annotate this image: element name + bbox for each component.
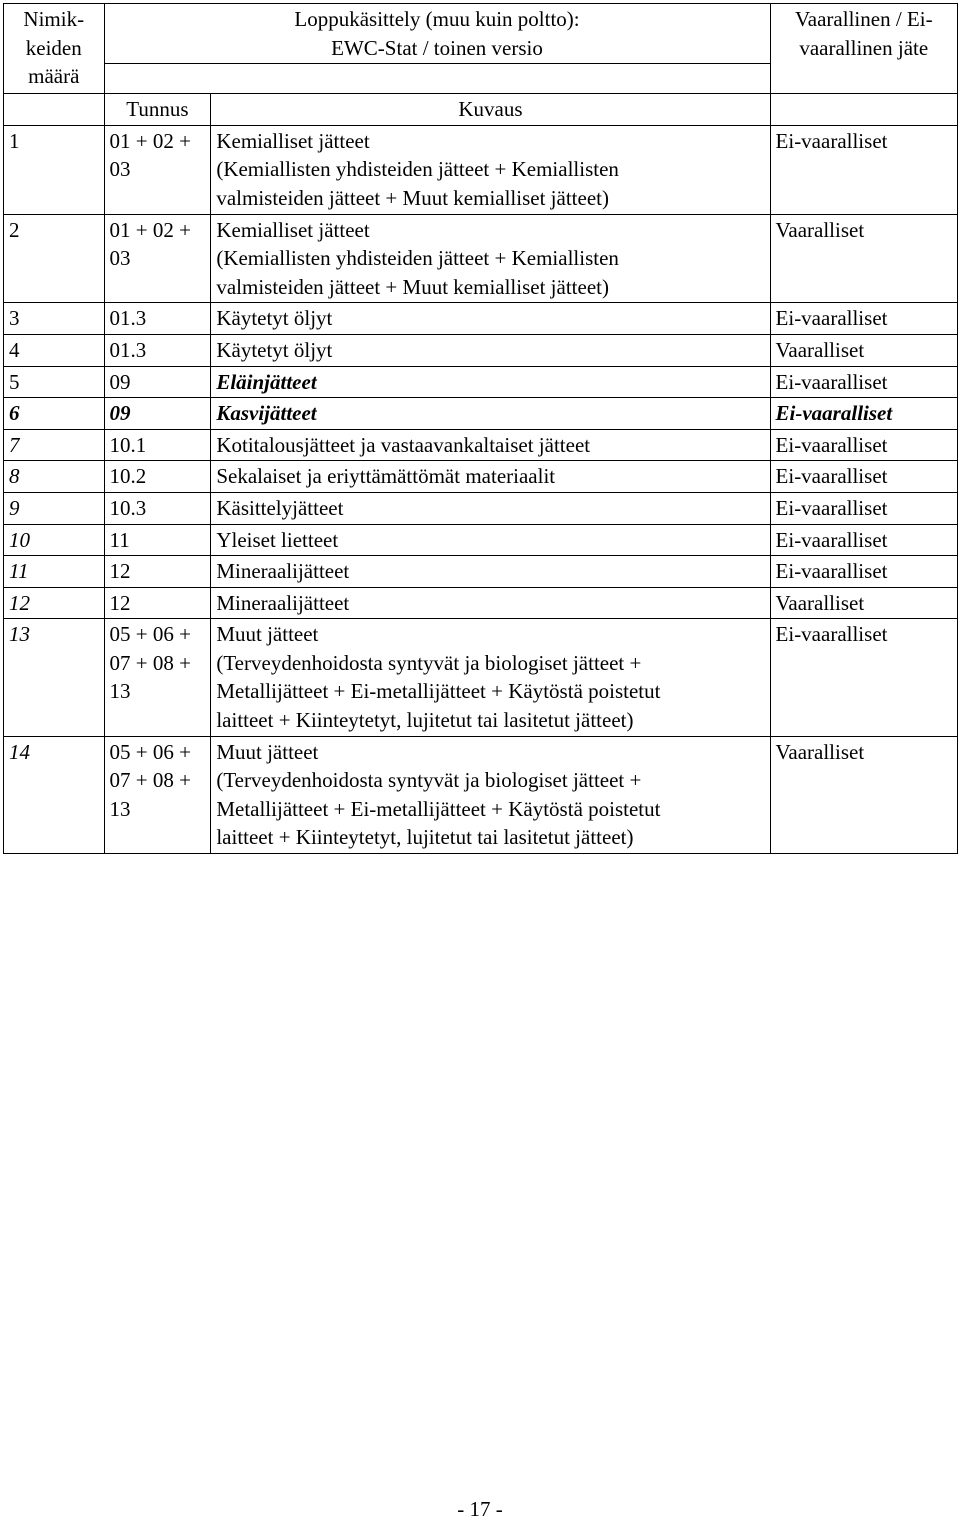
row-code-line: 01 + 02 + bbox=[109, 128, 191, 153]
row-number-cell bbox=[4, 492, 105, 524]
row-code-cell bbox=[104, 587, 211, 619]
row-description-cell bbox=[211, 587, 770, 619]
row-hazard-cell bbox=[770, 461, 957, 493]
row-description-cell bbox=[211, 334, 770, 366]
row-code-cell bbox=[104, 398, 211, 430]
group-title-line1: Loppukäsittely (muu kuin poltto): bbox=[294, 7, 580, 31]
header-row-top bbox=[4, 4, 958, 64]
row-code-cell bbox=[104, 556, 211, 588]
row-number: 1 bbox=[9, 128, 20, 153]
row-hazard-status: Ei-vaaralliset bbox=[775, 622, 888, 647]
hazard-header-cell bbox=[770, 4, 957, 94]
row-description-line: (Terveydenhoidosta syntyvät ja biologiset jätteet + bbox=[216, 768, 642, 793]
row-number-cell bbox=[4, 524, 105, 556]
row-description-line: (Kemiallisten yhdisteiden jätteet + Kemiallisten bbox=[216, 246, 619, 271]
row-hazard-status: Ei-vaaralliset bbox=[775, 527, 888, 552]
row-description-line: laitteet + Kiinteytetyt, lujitetut tai lasitetut jätteet) bbox=[216, 825, 634, 850]
row-description-line: Muut jätteet bbox=[216, 739, 319, 764]
row-code-line: 03 bbox=[109, 246, 131, 271]
row-code-line: 13 bbox=[109, 679, 131, 704]
row-number: 13 bbox=[9, 622, 30, 647]
table-row bbox=[4, 556, 958, 588]
row-description-line: Yleiset lietteet bbox=[216, 527, 339, 552]
row-hazard-cell bbox=[770, 736, 957, 853]
row-number-cell bbox=[4, 334, 105, 366]
row-description-cell bbox=[211, 303, 770, 335]
row-description-line: Käytetyt öljyt bbox=[216, 337, 333, 362]
waste-classification-table bbox=[3, 3, 958, 854]
row-hazard-cell bbox=[770, 366, 957, 398]
row-description-cell bbox=[211, 492, 770, 524]
table-row bbox=[4, 461, 958, 493]
row-hazard-status: Ei-vaaralliset bbox=[775, 464, 888, 489]
row-description-cell bbox=[211, 398, 770, 430]
row-number: 3 bbox=[9, 306, 20, 331]
row-number-cell bbox=[4, 366, 105, 398]
count-header-cell bbox=[4, 4, 105, 94]
row-code-cell bbox=[104, 366, 211, 398]
row-description-line: laitteet + Kiinteytetyt, lujitetut tai lasitetut jätteet) bbox=[216, 708, 634, 733]
document-page bbox=[3, 3, 958, 854]
row-hazard-cell bbox=[770, 125, 957, 214]
row-description-line: Mineraalijätteet bbox=[216, 559, 350, 584]
row-hazard-cell bbox=[770, 214, 957, 303]
row-number-cell bbox=[4, 303, 105, 335]
row-description-cell bbox=[211, 556, 770, 588]
row-description-line: Metallijätteet + Ei-metallijätteet + Käytöstä poistetut bbox=[216, 679, 661, 704]
row-number: 5 bbox=[9, 369, 20, 394]
row-code-line: 01 + 02 + bbox=[109, 217, 191, 242]
row-hazard-status: Vaaralliset bbox=[775, 739, 865, 764]
row-hazard-status: Ei-vaaralliset bbox=[775, 306, 888, 331]
row-description-line: valmisteiden jätteet + Muut kemialliset jätteet) bbox=[216, 274, 609, 299]
row-hazard-cell bbox=[770, 334, 957, 366]
row-number: 8 bbox=[9, 464, 20, 489]
code-header-cell: Tunnus bbox=[104, 94, 211, 126]
row-number-cell bbox=[4, 125, 105, 214]
row-hazard-status: Vaaralliset bbox=[775, 217, 865, 242]
count-header-line: Nimik- bbox=[23, 7, 85, 31]
table-row bbox=[4, 125, 958, 214]
row-number: 10 bbox=[9, 527, 30, 552]
row-code-cell bbox=[104, 619, 211, 736]
table-row bbox=[4, 334, 958, 366]
row-number-cell bbox=[4, 556, 105, 588]
row-number-cell bbox=[4, 736, 105, 853]
description-header-cell: Kuvaus bbox=[211, 94, 770, 126]
row-description-cell bbox=[211, 429, 770, 461]
row-description-line: (Terveydenhoidosta syntyvät ja biologiset jätteet + bbox=[216, 650, 642, 675]
row-description-line: Mineraalijätteet bbox=[216, 590, 350, 615]
row-hazard-status: Ei-vaaralliset bbox=[775, 432, 888, 457]
row-code-cell bbox=[104, 214, 211, 303]
row-number: 14 bbox=[9, 739, 30, 764]
row-number: 12 bbox=[9, 590, 30, 615]
table-row bbox=[4, 619, 958, 736]
table-row bbox=[4, 429, 958, 461]
row-description-cell bbox=[211, 366, 770, 398]
row-description-cell bbox=[211, 736, 770, 853]
table-row bbox=[4, 398, 958, 430]
row-description-cell bbox=[211, 461, 770, 493]
row-description-line: (Kemiallisten yhdisteiden jätteet + Kemiallisten bbox=[216, 157, 619, 182]
row-description-line: Kotitalousjätteet ja vastaavankaltaiset jätteet bbox=[216, 432, 591, 457]
row-number: 7 bbox=[9, 432, 20, 457]
row-code-line: 07 + 08 + bbox=[109, 650, 191, 675]
row-hazard-status: Ei-vaaralliset bbox=[775, 495, 888, 520]
table-row bbox=[4, 303, 958, 335]
row-description-line: Muut jätteet bbox=[216, 622, 319, 647]
table-row bbox=[4, 492, 958, 524]
row-code-line: 07 + 08 + bbox=[109, 768, 191, 793]
row-hazard-status: Vaaralliset bbox=[775, 337, 865, 362]
row-number-cell bbox=[4, 214, 105, 303]
row-number-cell bbox=[4, 461, 105, 493]
row-code-line: 10.3 bbox=[109, 495, 147, 520]
table-row bbox=[4, 524, 958, 556]
row-code-cell bbox=[104, 429, 211, 461]
row-code-cell bbox=[104, 303, 211, 335]
page-number: - 17 - bbox=[457, 1497, 503, 1521]
table-row bbox=[4, 587, 958, 619]
row-description-line: Kasvijätteet bbox=[216, 401, 317, 426]
row-hazard-cell bbox=[770, 398, 957, 430]
row-hazard-status: Vaaralliset bbox=[775, 590, 865, 615]
row-code-line: 12 bbox=[109, 559, 131, 584]
row-code-line: 10.2 bbox=[109, 464, 147, 489]
row-hazard-status: Ei-vaaralliset bbox=[775, 401, 893, 426]
row-number-cell bbox=[4, 398, 105, 430]
header-row-columns bbox=[4, 94, 958, 126]
row-hazard-cell bbox=[770, 492, 957, 524]
table-row bbox=[4, 214, 958, 303]
row-code-cell bbox=[104, 492, 211, 524]
group-header-spacer bbox=[104, 64, 770, 94]
row-hazard-status: Ei-vaaralliset bbox=[775, 559, 888, 584]
row-code-line: 10.1 bbox=[109, 432, 147, 457]
row-number: 6 bbox=[9, 401, 20, 426]
row-code-line: 13 bbox=[109, 796, 131, 821]
hazard-header-line: Vaarallinen / Ei- bbox=[794, 7, 933, 31]
row-number: 2 bbox=[9, 217, 20, 242]
row-hazard-status: Ei-vaaralliset bbox=[775, 369, 888, 394]
row-code-cell bbox=[104, 736, 211, 853]
table-row bbox=[4, 736, 958, 853]
count-header-line: määrä bbox=[28, 64, 80, 89]
row-hazard-cell bbox=[770, 524, 957, 556]
count-subheader-cell bbox=[4, 94, 105, 126]
row-description-line: Eläinjätteet bbox=[216, 369, 317, 394]
row-description-cell bbox=[211, 524, 770, 556]
row-description-line: Sekalaiset ja eriyttämättömät materiaalit bbox=[216, 464, 556, 489]
row-code-line: 12 bbox=[109, 590, 131, 615]
hazard-header-line: vaarallinen jäte bbox=[799, 35, 929, 60]
row-number: 11 bbox=[9, 559, 29, 584]
row-description-line: Kemialliset jätteet bbox=[216, 128, 370, 153]
row-code-line: 01.3 bbox=[109, 337, 147, 362]
row-code-cell bbox=[104, 125, 211, 214]
row-description-line: Käytetyt öljyt bbox=[216, 306, 333, 331]
row-number-cell bbox=[4, 587, 105, 619]
row-description-cell bbox=[211, 125, 770, 214]
row-code-line: 03 bbox=[109, 157, 131, 182]
row-description-line: Metallijätteet + Ei-metallijätteet + Käytöstä poistetut bbox=[216, 796, 661, 821]
row-description-cell bbox=[211, 619, 770, 736]
row-description-line: Kemialliset jätteet bbox=[216, 217, 370, 242]
row-number-cell bbox=[4, 429, 105, 461]
row-code-line: 09 bbox=[109, 369, 131, 394]
row-description-line: Käsittelyjätteet bbox=[216, 495, 344, 520]
row-number: 9 bbox=[9, 495, 20, 520]
group-header-cell bbox=[104, 4, 770, 64]
group-title-line2: EWC-Stat / toinen versio bbox=[331, 35, 543, 60]
row-number-cell bbox=[4, 619, 105, 736]
row-code-line: 09 bbox=[109, 401, 131, 426]
row-code-line: 05 + 06 + bbox=[109, 622, 191, 647]
row-hazard-status: Ei-vaaralliset bbox=[775, 128, 888, 153]
hazard-subheader-cell bbox=[770, 94, 957, 126]
row-hazard-cell bbox=[770, 429, 957, 461]
row-code-cell bbox=[104, 524, 211, 556]
row-hazard-cell bbox=[770, 619, 957, 736]
row-code-line: 01.3 bbox=[109, 306, 147, 331]
row-hazard-cell bbox=[770, 587, 957, 619]
row-description-cell bbox=[211, 214, 770, 303]
row-number: 4 bbox=[9, 337, 20, 362]
row-code-cell bbox=[104, 461, 211, 493]
count-header-line: keiden bbox=[25, 35, 82, 60]
row-code-cell bbox=[104, 334, 211, 366]
row-hazard-cell bbox=[770, 556, 957, 588]
row-hazard-cell bbox=[770, 303, 957, 335]
row-code-line: 11 bbox=[109, 527, 130, 552]
row-code-line: 05 + 06 + bbox=[109, 739, 191, 764]
row-description-line: valmisteiden jätteet + Muut kemialliset jätteet) bbox=[216, 185, 609, 210]
table-row bbox=[4, 366, 958, 398]
